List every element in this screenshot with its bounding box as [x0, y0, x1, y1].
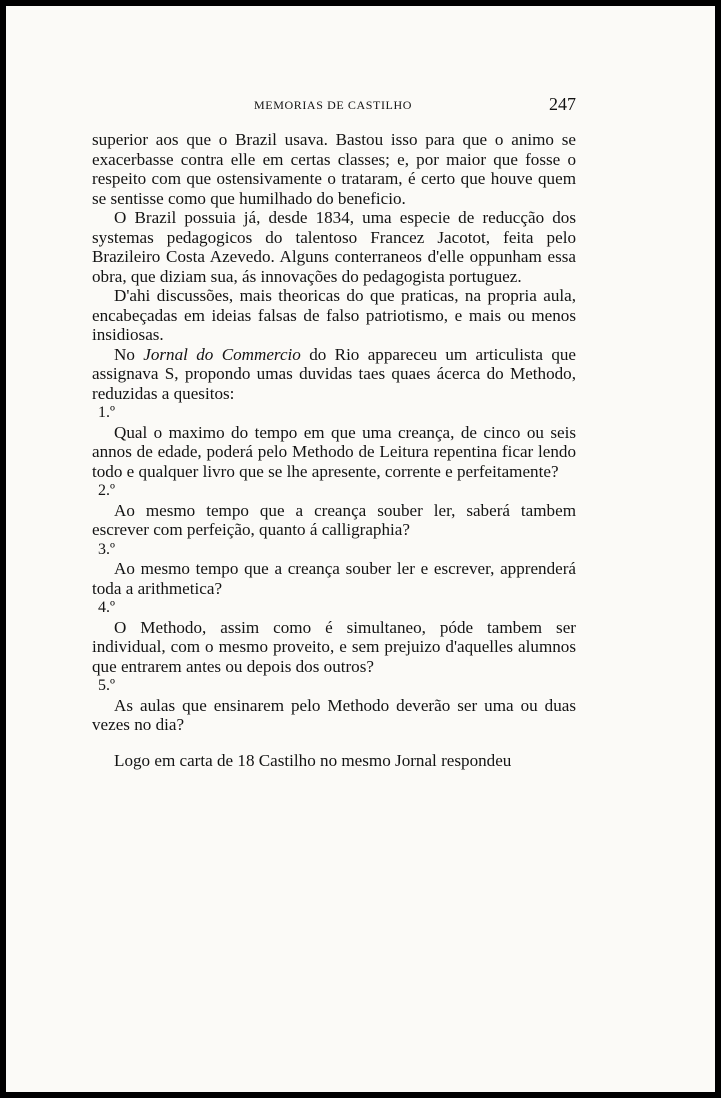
paragraph-4-start: No [114, 344, 144, 364]
page-header [92, 94, 576, 116]
book-page [6, 6, 715, 1092]
paragraph-4-end: do Rio appareceu um articulista que assignava S, propondo umas duvidas taes quaes ácerca do Methodo, reduzidas a quesitos: [92, 344, 576, 403]
question-3: Ao mesmo tempo que a creança souber ler e escrever, apprenderá toda a arithmetica? [92, 559, 576, 598]
question-number-1: 1.º [98, 404, 115, 421]
question-2: Ao mesmo tempo que a creança souber ler, saberá tambem escrever com perfeição, quanto á calligraphia? [92, 500, 576, 539]
paragraph-2: O Brazil possuia já, desde 1834, uma especie de reducção dos systemas pedagogicos do talentoso Francez Jacotot, feita pelo Brazileiro Costa Azevedo. Alguns conterraneos d'elle oppunham essa obra, que diziam sua, ás innovações do pedagogista portuguez. [92, 208, 576, 286]
paragraph-3: D'ahi discussões, mais theoricas do que praticas, na propria aula, encabeçadas em ideias falsas de falso patriotismo, e mais ou menos insidiosas. [92, 286, 576, 344]
question-number-3: 3.º [98, 540, 115, 558]
question-number-2: 2.º [98, 482, 115, 499]
question-1: Qual o maximo do tempo em que uma creança, de cinco ou seis annos de edade, poderá pelo Methodo de Leitura repentina ficar lendo todo e qualquer livro que se lhe apresente, corrente e perfeitamente? [92, 422, 576, 481]
question-4: O Methodo, assim como é simultaneo, póde tambem ser individual, com o mesmo proveito, e sem prejuizo d'aquelles alumnos que entrarem antes ou depois dos outros? [92, 617, 576, 676]
newspaper-title: Jornal do Commercio [143, 344, 301, 364]
question-number-5: 5.º [98, 677, 115, 694]
page-number: 247 [549, 94, 576, 114]
paragraph-1: superior aos que o Brazil usava. Bastou isso para que o animo se exacerbasse contra elle em certas classes; e, por maior que fosse o respeito com que ostensivamente o trataram, é certo que houve quem se sentisse como que humilhado do beneficio. [92, 130, 576, 208]
paragraph-4 [92, 345, 576, 404]
question-number-4: 4.º [98, 599, 115, 616]
running-head: MEMORIAS DE CASTILHO [254, 98, 413, 112]
paragraph-5: Logo em carta de 18 Castilho no mesmo Jornal respondeu [114, 750, 512, 770]
body-text [92, 130, 576, 770]
question-5: As aulas que ensinarem pelo Methodo deverão ser uma ou duas vezes no dia? [92, 695, 576, 734]
